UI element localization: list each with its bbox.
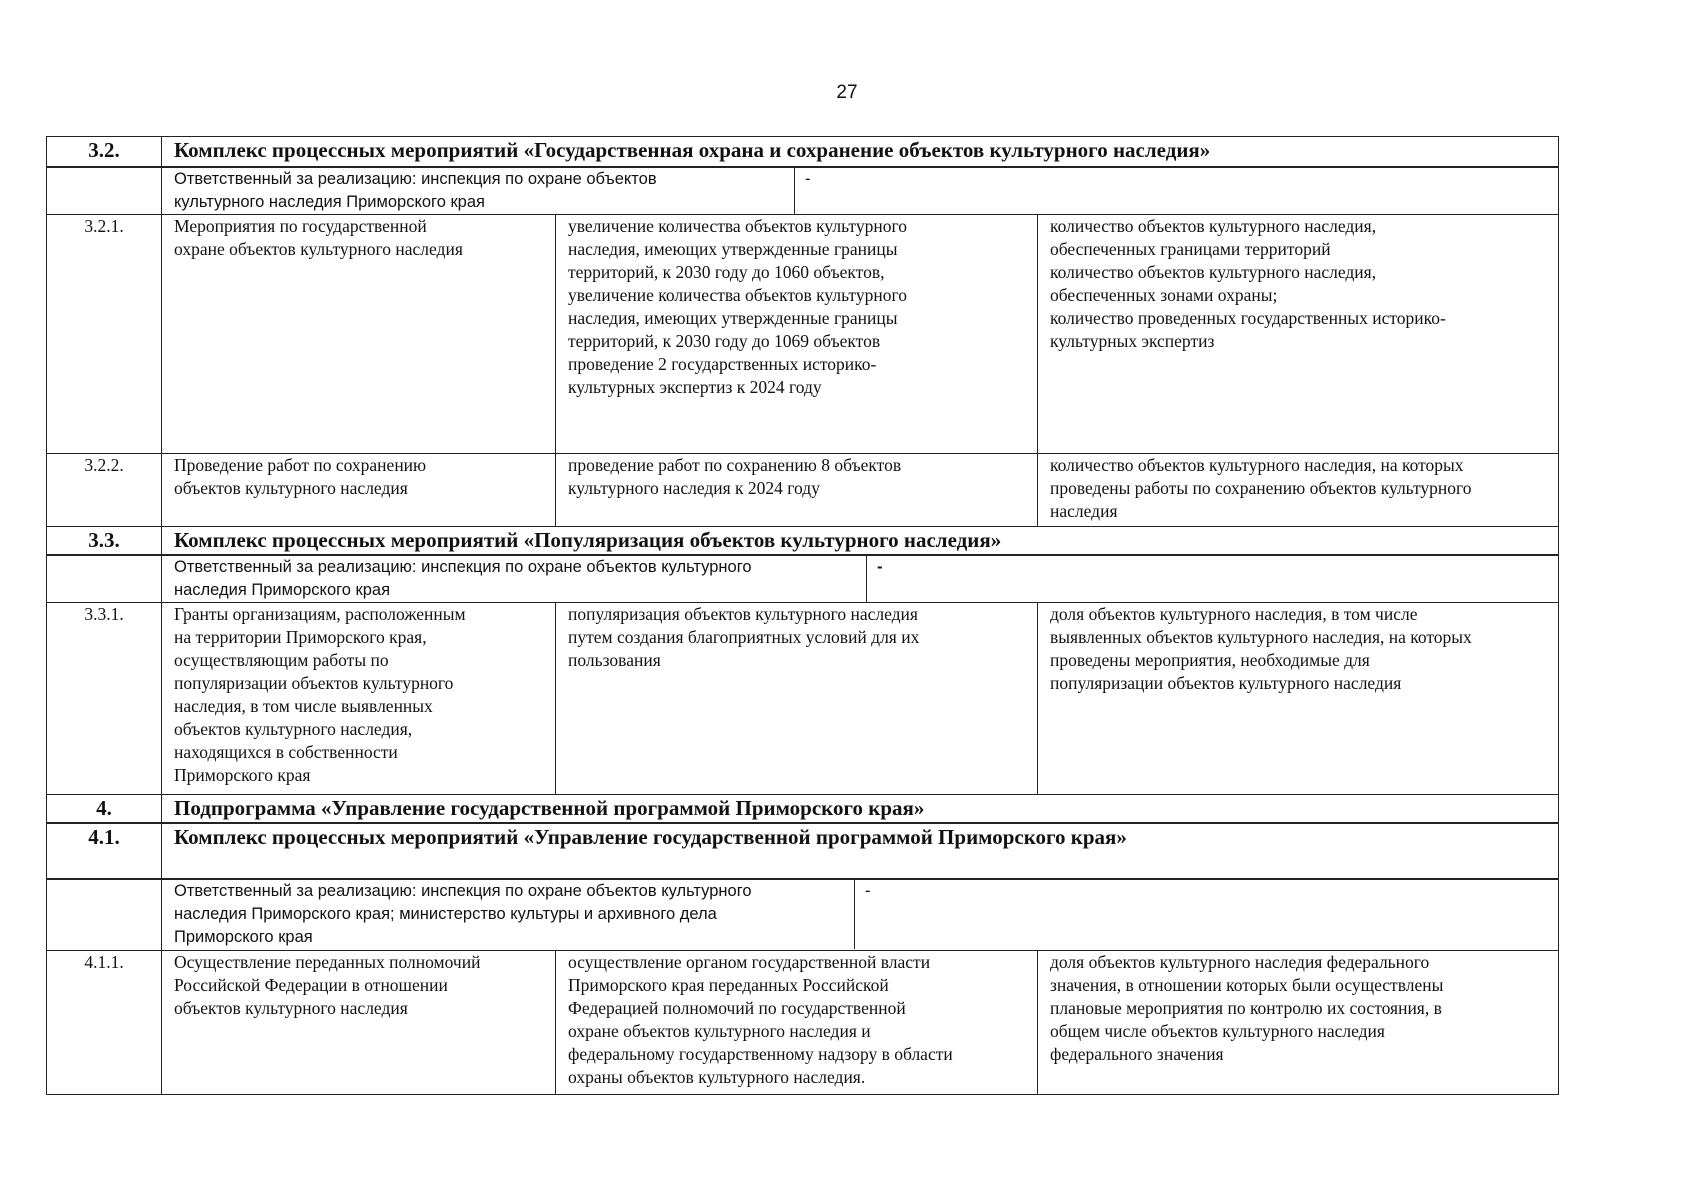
table-row-3-3-1 bbox=[47, 603, 1559, 795]
task-cell: Проведение работ по сохранению объектов культурного наследия bbox=[162, 454, 556, 527]
responsible-dash: - bbox=[855, 880, 1559, 949]
responsible-dash: - bbox=[795, 168, 1559, 214]
row-number: 4. bbox=[47, 795, 162, 823]
table-row-4-1-1 bbox=[47, 951, 1559, 1095]
table-row-3-2-2 bbox=[47, 454, 1559, 527]
row-number: 3.2.2. bbox=[47, 454, 162, 527]
section-row-3-3 bbox=[47, 527, 1559, 555]
empty-cell bbox=[47, 167, 162, 215]
responsible-row-3-3 bbox=[47, 555, 1559, 603]
row-number: 3.3. bbox=[47, 527, 162, 555]
row-number: 3.3.1. bbox=[47, 603, 162, 795]
responsible-row-3-2 bbox=[47, 167, 1559, 215]
section-title: Комплекс процессных мероприятий «Управление государственной программой Приморского края» bbox=[162, 823, 1559, 879]
result-cell: увеличение количества объектов культурного наследия, имеющих утвержденные границы территорий, к 2030 году до 1060 объектов, увеличение количества объектов культурного наследия, имеющих утвержденные границы территорий, к 2030 году до 1069 объектов проведение 2 государственных историко- культурных экспертиз к 2024 году bbox=[556, 215, 1038, 454]
responsible-text: Ответственный за реализацию: инспекция по охране объектов культурного наследия Приморского края bbox=[174, 557, 752, 599]
indicator-cell: доля объектов культурного наследия федерального значения, в отношении которых были осуществлены плановые мероприятия по контролю их состояния, в общем числе объектов культурного наследия федерального значения bbox=[1038, 951, 1559, 1095]
indicator-cell: количество объектов культурного наследия, обеспеченных границами территорий количество объектов культурного наследия, обеспеченных зонами охраны; количество проведенных государственных историко- культурных экспертиз bbox=[1038, 215, 1559, 454]
section-title: Комплекс процессных мероприятий «Государственная охрана и сохранение объектов культурного наследия» bbox=[162, 137, 1559, 167]
result-cell: осуществление органом государственной власти Приморского края переданных Российской Федерацией полномочий по государственной охране объектов культурного наследия и федеральному государственному надзору в области охраны объектов культурного наследия. bbox=[556, 951, 1038, 1095]
program-table bbox=[46, 136, 1559, 1095]
empty-cell bbox=[47, 879, 162, 951]
responsible-text: Ответственный за реализацию: инспекция по охране объектов культурного наследия Приморского края; министерство культуры и архивного дела Приморского края bbox=[174, 881, 752, 946]
table-row-3-2-1 bbox=[47, 215, 1559, 454]
responsible-text: Ответственный за реализацию: инспекция по охране объектов культурного наследия Приморского края bbox=[174, 169, 657, 211]
subprogram-row-4 bbox=[47, 795, 1559, 823]
task-cell: Мероприятия по государственной охране объектов культурного наследия bbox=[162, 215, 556, 454]
row-number: 4.1. bbox=[47, 823, 162, 879]
row-number: 3.2. bbox=[47, 137, 162, 167]
section-title: Подпрограмма «Управление государственной программой Приморского края» bbox=[162, 795, 1559, 823]
indicator-cell: количество объектов культурного наследия, на которых проведены работы по сохранению объектов культурного наследия bbox=[1038, 454, 1559, 527]
responsible-dash: - bbox=[867, 556, 1559, 602]
page-number: 27 bbox=[836, 82, 858, 103]
responsible-cell bbox=[162, 555, 1559, 603]
result-cell: проведение работ по сохранению 8 объектов культурного наследия к 2024 году bbox=[556, 454, 1038, 527]
empty-cell bbox=[47, 555, 162, 603]
responsible-cell bbox=[162, 879, 1559, 951]
indicator-cell: доля объектов культурного наследия, в том числе выявленных объектов культурного наследия, на которых проведены мероприятия, необходимые для популяризации объектов культурного наследия bbox=[1038, 603, 1559, 795]
row-number: 4.1.1. bbox=[47, 951, 162, 1095]
task-cell: Осуществление переданных полномочий Российской Федерации в отношении объектов культурного наследия bbox=[162, 951, 556, 1095]
task-cell: Гранты организациям, расположенным на территории Приморского края, осуществляющим работы по популяризации объектов культурного наследия, в том числе выявленных объектов культурного наследия, находящихся в собственности Приморского края bbox=[162, 603, 556, 795]
responsible-row-4-1 bbox=[47, 879, 1559, 951]
section-row-3-2 bbox=[47, 137, 1559, 167]
result-cell: популяризация объектов культурного наследия путем создания благоприятных условий для их пользования bbox=[556, 603, 1038, 795]
section-title: Комплекс процессных мероприятий «Популяризация объектов культурного наследия» bbox=[162, 527, 1559, 555]
responsible-cell bbox=[162, 167, 1559, 215]
section-row-4-1 bbox=[47, 823, 1559, 879]
row-number: 3.2.1. bbox=[47, 215, 162, 454]
